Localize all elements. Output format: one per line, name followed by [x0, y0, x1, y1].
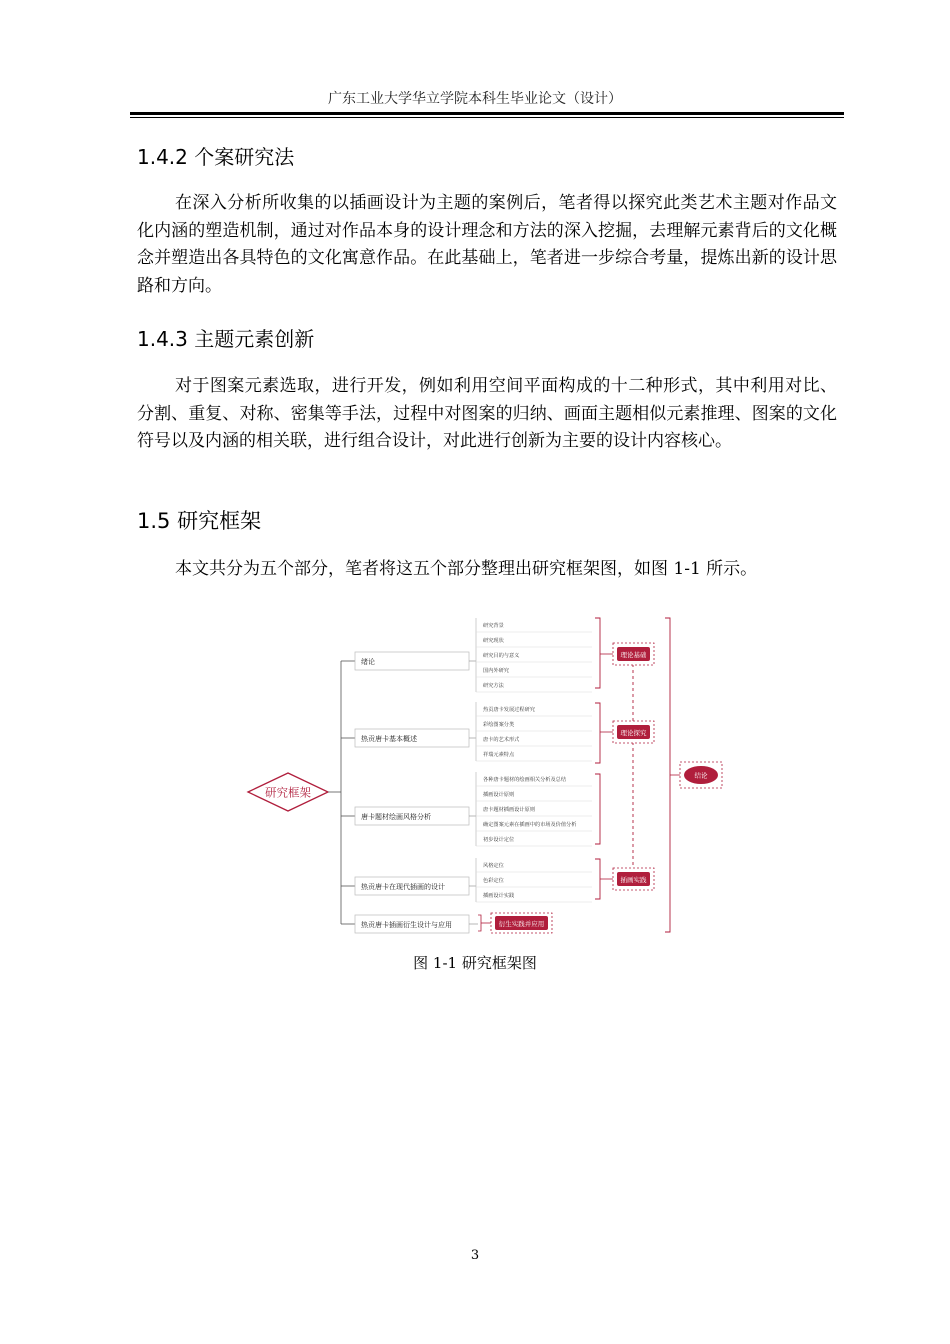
heading-1-4-2: 1.4.2 个案研究法 [137, 145, 295, 169]
branch-1-item-2: 研究现状 [483, 638, 504, 644]
branch-2-item-2: 彩绘图案分类 [483, 722, 515, 728]
heading-1-5: 1.5 研究框架 [137, 509, 262, 533]
branch-label-4: 热贡唐卡在现代插画的设计 [361, 883, 445, 891]
stage-node-1 [613, 643, 654, 665]
branch-1-item-1: 研究背景 [483, 623, 504, 629]
heading-1-4-3: 1.4.3 主题元素创新 [137, 327, 315, 351]
paragraph-theme-innovation: 对于图案元素选取，进行开发，例如利用空间平面构成的十二种形式，其中利用对比、分割、重复、对称、密集等手法，过程中对图案的归纳、画面主题相似元素推理、图案的文化符号以及内涵的相关联，进行组合设计，对此进行创新为主要的设计内容核心。 [137, 376, 837, 451]
branch-4-item-3: 插画设计实践 [483, 893, 515, 899]
header-title: 广东工业大学华立学院本科生毕业论文（设计） [328, 91, 622, 107]
branch-4-item-2: 色彩定位 [483, 878, 504, 884]
header-rule [130, 112, 844, 115]
branch-3-item-3: 唐卡题材插画设计原则 [483, 807, 535, 813]
branch-1-item-4: 国内外研究 [483, 668, 509, 674]
branch-3-item-5: 初步设计定位 [483, 837, 515, 843]
group-bracket-3 [595, 774, 600, 844]
branch-label-2: 热贡唐卡基本概述 [361, 735, 417, 743]
stage-label-1: 理论基础 [620, 651, 647, 659]
research-framework-diagram [240, 610, 730, 940]
extension-node [491, 913, 552, 933]
branch-4-item-1: 风格定位 [483, 863, 504, 869]
extension-bracket [478, 915, 481, 931]
branch-3-item-1: 各种唐卡题材的绘画相关分析及总结 [483, 777, 567, 783]
branch-1-item-5: 研究方法 [483, 683, 504, 689]
branch-3-item-4: 确定图案元素在插画中的市场及价值分析 [483, 822, 577, 828]
header-rule-thin [130, 117, 844, 118]
conclusion-node [680, 762, 722, 788]
branch-2-item-1: 热贡唐卡发展过程研究 [483, 707, 535, 713]
group-bracket-2 [595, 703, 600, 763]
branch-3-item-2: 插画设计原则 [483, 792, 515, 798]
branch-2-item-3: 唐卡的艺术形式 [483, 737, 520, 743]
branch-1-item-3: 研究目的与意义 [483, 653, 520, 659]
root-node-label: 研究框架 [265, 785, 311, 800]
stage-node-2 [613, 721, 654, 743]
paragraph-case-study: 在深入分析所收集的以插画设计为主题的案例后，笔者得以探究此类艺术主题对作品文化内涵的塑造机制，通过对作品本身的设计理念和方法的深入挖掘，去理解元素背后的文化概念并塑造出各具特色的文化寓意作品。在此基础上，笔者进一步综合考量，提炼出新的设计思路和方向。 [137, 193, 837, 296]
figure-caption: 图 1-1 研究框架图 [413, 954, 537, 972]
stage-label-2: 理论探究 [620, 729, 647, 737]
stage-label-3: 插画实践 [620, 876, 647, 884]
branch-label-3: 唐卡题材绘画风格分析 [361, 813, 431, 821]
group-bracket-1 [595, 618, 600, 688]
branch-label-1: 绪论 [361, 658, 375, 666]
stage-node-3 [613, 868, 654, 890]
group-bracket-4 [595, 859, 600, 899]
branch-label-5: 热贡唐卡插画衍生设计与应用 [361, 921, 452, 929]
extension-label: 衍生实践并应用 [498, 920, 545, 928]
paragraph-framework-intro: 本文共分为五个部分，笔者将这五个部分整理出研究框架图，如图 1-1 所示。 [175, 559, 758, 579]
conclusion-label: 结论 [694, 771, 708, 780]
branch-2-item-4: 祥瑞元素特点 [483, 752, 515, 758]
conclusion-bracket [665, 618, 670, 932]
page-number: 3 [470, 1248, 480, 1263]
